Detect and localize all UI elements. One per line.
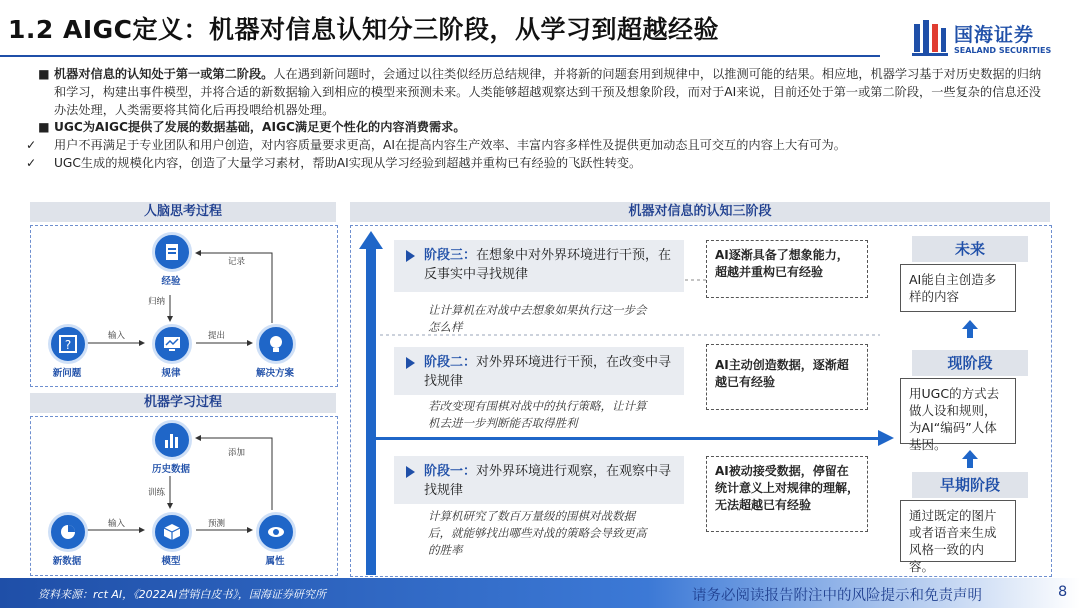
stage-2-ai-box: AI主动创造数据，逐渐超越已有经验: [706, 344, 868, 410]
phase-future-head: 未来: [912, 236, 1028, 262]
question-icon: [58, 334, 78, 354]
solution-label: 解决方案: [255, 368, 294, 379]
square-bullet-icon: ■: [38, 67, 50, 81]
stage-1-desc: 对外界环境进行观察，在观察中寻找规律: [424, 464, 672, 498]
footer-disclaimer: 请务必阅读报告附注中的风险提示和免责声明: [692, 588, 982, 604]
logo-text-cn: 国海证券: [954, 24, 1035, 46]
document-icon: [162, 242, 182, 262]
bullet-2: [38, 119, 1048, 137]
page-title: 1.2 AIGC定义：机器对信息认知分三阶段，从学习到超越经验: [8, 15, 720, 44]
rule-node: [152, 324, 192, 364]
experience-label: 经验: [161, 276, 181, 287]
edge-record: 记录: [228, 257, 246, 267]
bullet-1: [38, 66, 1048, 119]
phase-current-head: 现阶段: [912, 350, 1028, 376]
bullet-1-bold: 机器对信息的认知处于第一或第二阶段。: [54, 67, 274, 81]
edge-propose: 提出: [208, 331, 226, 341]
edge-train: 训练: [148, 488, 166, 498]
stage-2-name: 阶段二：: [424, 355, 477, 370]
up-arrow-icon: [962, 450, 978, 470]
phase-future-body: AI能自主创造多样的内容: [900, 264, 1016, 312]
attribute-label: 属性: [265, 556, 285, 567]
edge-induce: 归纳: [148, 297, 166, 307]
new-data-label: 新数据: [52, 556, 82, 567]
bullet-1-text: 人在遇到新问题时，会通过以往类似经历总结规律，并将新的问题套用到规律中，以推测可能的结果。相应地，机器学习基于对历史数据的归纳和学习，构建出事件模型，并将合适的新数据输入到相应的模型来预测未来。人类能够超越观察达到干预及想象阶段，而对于AI来说，目前还处于第一或第二阶段，一些复杂的信息还没办法处理，人类需要将其简化后再投喂给机器处理。: [54, 67, 1042, 117]
new-data-node: [48, 512, 88, 552]
human-panel-title: 人脑思考过程: [30, 202, 336, 222]
new-problem-label: 新问题: [52, 368, 82, 379]
lightbulb-icon: [266, 334, 286, 354]
solution-node: [256, 324, 296, 364]
edge-input: 输入: [108, 331, 126, 341]
check-item-1: [26, 137, 1036, 155]
logo-text-en: SEALAND SECURITIES: [954, 46, 1052, 55]
rule-label: 规律: [161, 368, 181, 379]
history-label: 历史数据: [151, 464, 190, 475]
ml-panel-title: 机器学习过程: [30, 393, 336, 413]
stage-1-ai-box: AI被动接受数据，停留在统计意义上对规律的理解，无法超越已有经验: [706, 456, 868, 532]
cube-icon: [162, 522, 182, 542]
footer-source: 资料来源：rct AI，《2022AI营销白皮书》，国海证券研究所: [38, 588, 326, 601]
edge-add: 添加: [228, 448, 246, 458]
stage-2-desc: 对外界环境进行干预，在改变中寻找规律: [424, 355, 672, 389]
triangle-bullet-icon: [406, 466, 415, 478]
bullet-2-bold: UGC为AIGC提供了发展的数据基础，AIGC满足更个性化的内容消费需求。: [54, 120, 466, 135]
history-node: [152, 420, 192, 460]
stage-2-example: 若改变现有围棋对战中的执行策略，让计算机去进一步判断能否取得胜利: [428, 399, 647, 430]
page-number: 8: [1058, 584, 1068, 600]
stage-3-example: 让计算机在对战中去想象如果执行这一步会怎么样: [428, 303, 647, 334]
stage-1-example: 计算机研究了数百万量级的围棋对战数据后，就能够找出哪些对战的策略会导致更高的胜率: [428, 509, 647, 557]
model-node: [152, 512, 192, 552]
stage-3-name: 阶段三：: [424, 248, 477, 263]
experience-node: [152, 232, 192, 272]
check-icon: ✓: [26, 155, 37, 170]
stage-1-name: 阶段一：: [424, 464, 477, 479]
edge-input-ml: 输入: [108, 519, 126, 529]
svg-text:?: ?: [64, 338, 72, 352]
sealand-logo-icon: [912, 18, 948, 58]
eye-icon: [266, 522, 286, 542]
stages-panel-title: 机器对信息的认知三阶段: [350, 202, 1050, 222]
triangle-bullet-icon: [406, 250, 415, 262]
phase-current-body: 用UGC的方式去做人设和规则，为AI“编码”人体基因。: [900, 378, 1016, 444]
new-problem-node: [48, 324, 88, 364]
stage-3-box: [394, 240, 684, 292]
company-logo: [912, 18, 1062, 62]
check-item-2: [26, 155, 1036, 173]
check-icon: ✓: [26, 138, 37, 153]
edge-predict: 预测: [208, 519, 226, 529]
square-bullet-icon: ■: [38, 120, 50, 135]
monitor-icon: [162, 334, 182, 354]
check-item-2-text: UGC生成的规模化内容，创造了大量学习素材，帮助AI实现从学习经验到超越并重构已有经验的飞跃性转变。: [54, 155, 642, 170]
stage-3-desc: 在想象中对外界环境进行干预，在反事实中寻找规律: [424, 248, 672, 282]
triangle-bullet-icon: [406, 357, 415, 369]
model-label: 模型: [161, 556, 181, 567]
pie-chart-icon: [58, 522, 78, 542]
title-divider: [0, 55, 880, 57]
stage-3-ai-box: AI逐渐具备了想象能力，超越并重构已有经验: [706, 240, 868, 298]
attribute-node: [256, 512, 296, 552]
stage-1-box: [394, 456, 684, 504]
phase-early-body: 通过既定的图片或者语音来生成风格一致的内容。: [900, 500, 1016, 562]
stage-2-box: [394, 347, 684, 395]
phase-early-head: 早期阶段: [912, 472, 1028, 498]
up-arrow-icon: [962, 320, 978, 340]
bar-chart-icon: [162, 430, 182, 450]
check-item-1-text: 用户不再满足于专业团队和用户创造，对内容质量要求更高，AI在提高内容生产效率、丰富内容多样性及提供更加动态且可交互的内容上大有可为。: [54, 138, 846, 153]
bullet-list: [26, 66, 1048, 173]
